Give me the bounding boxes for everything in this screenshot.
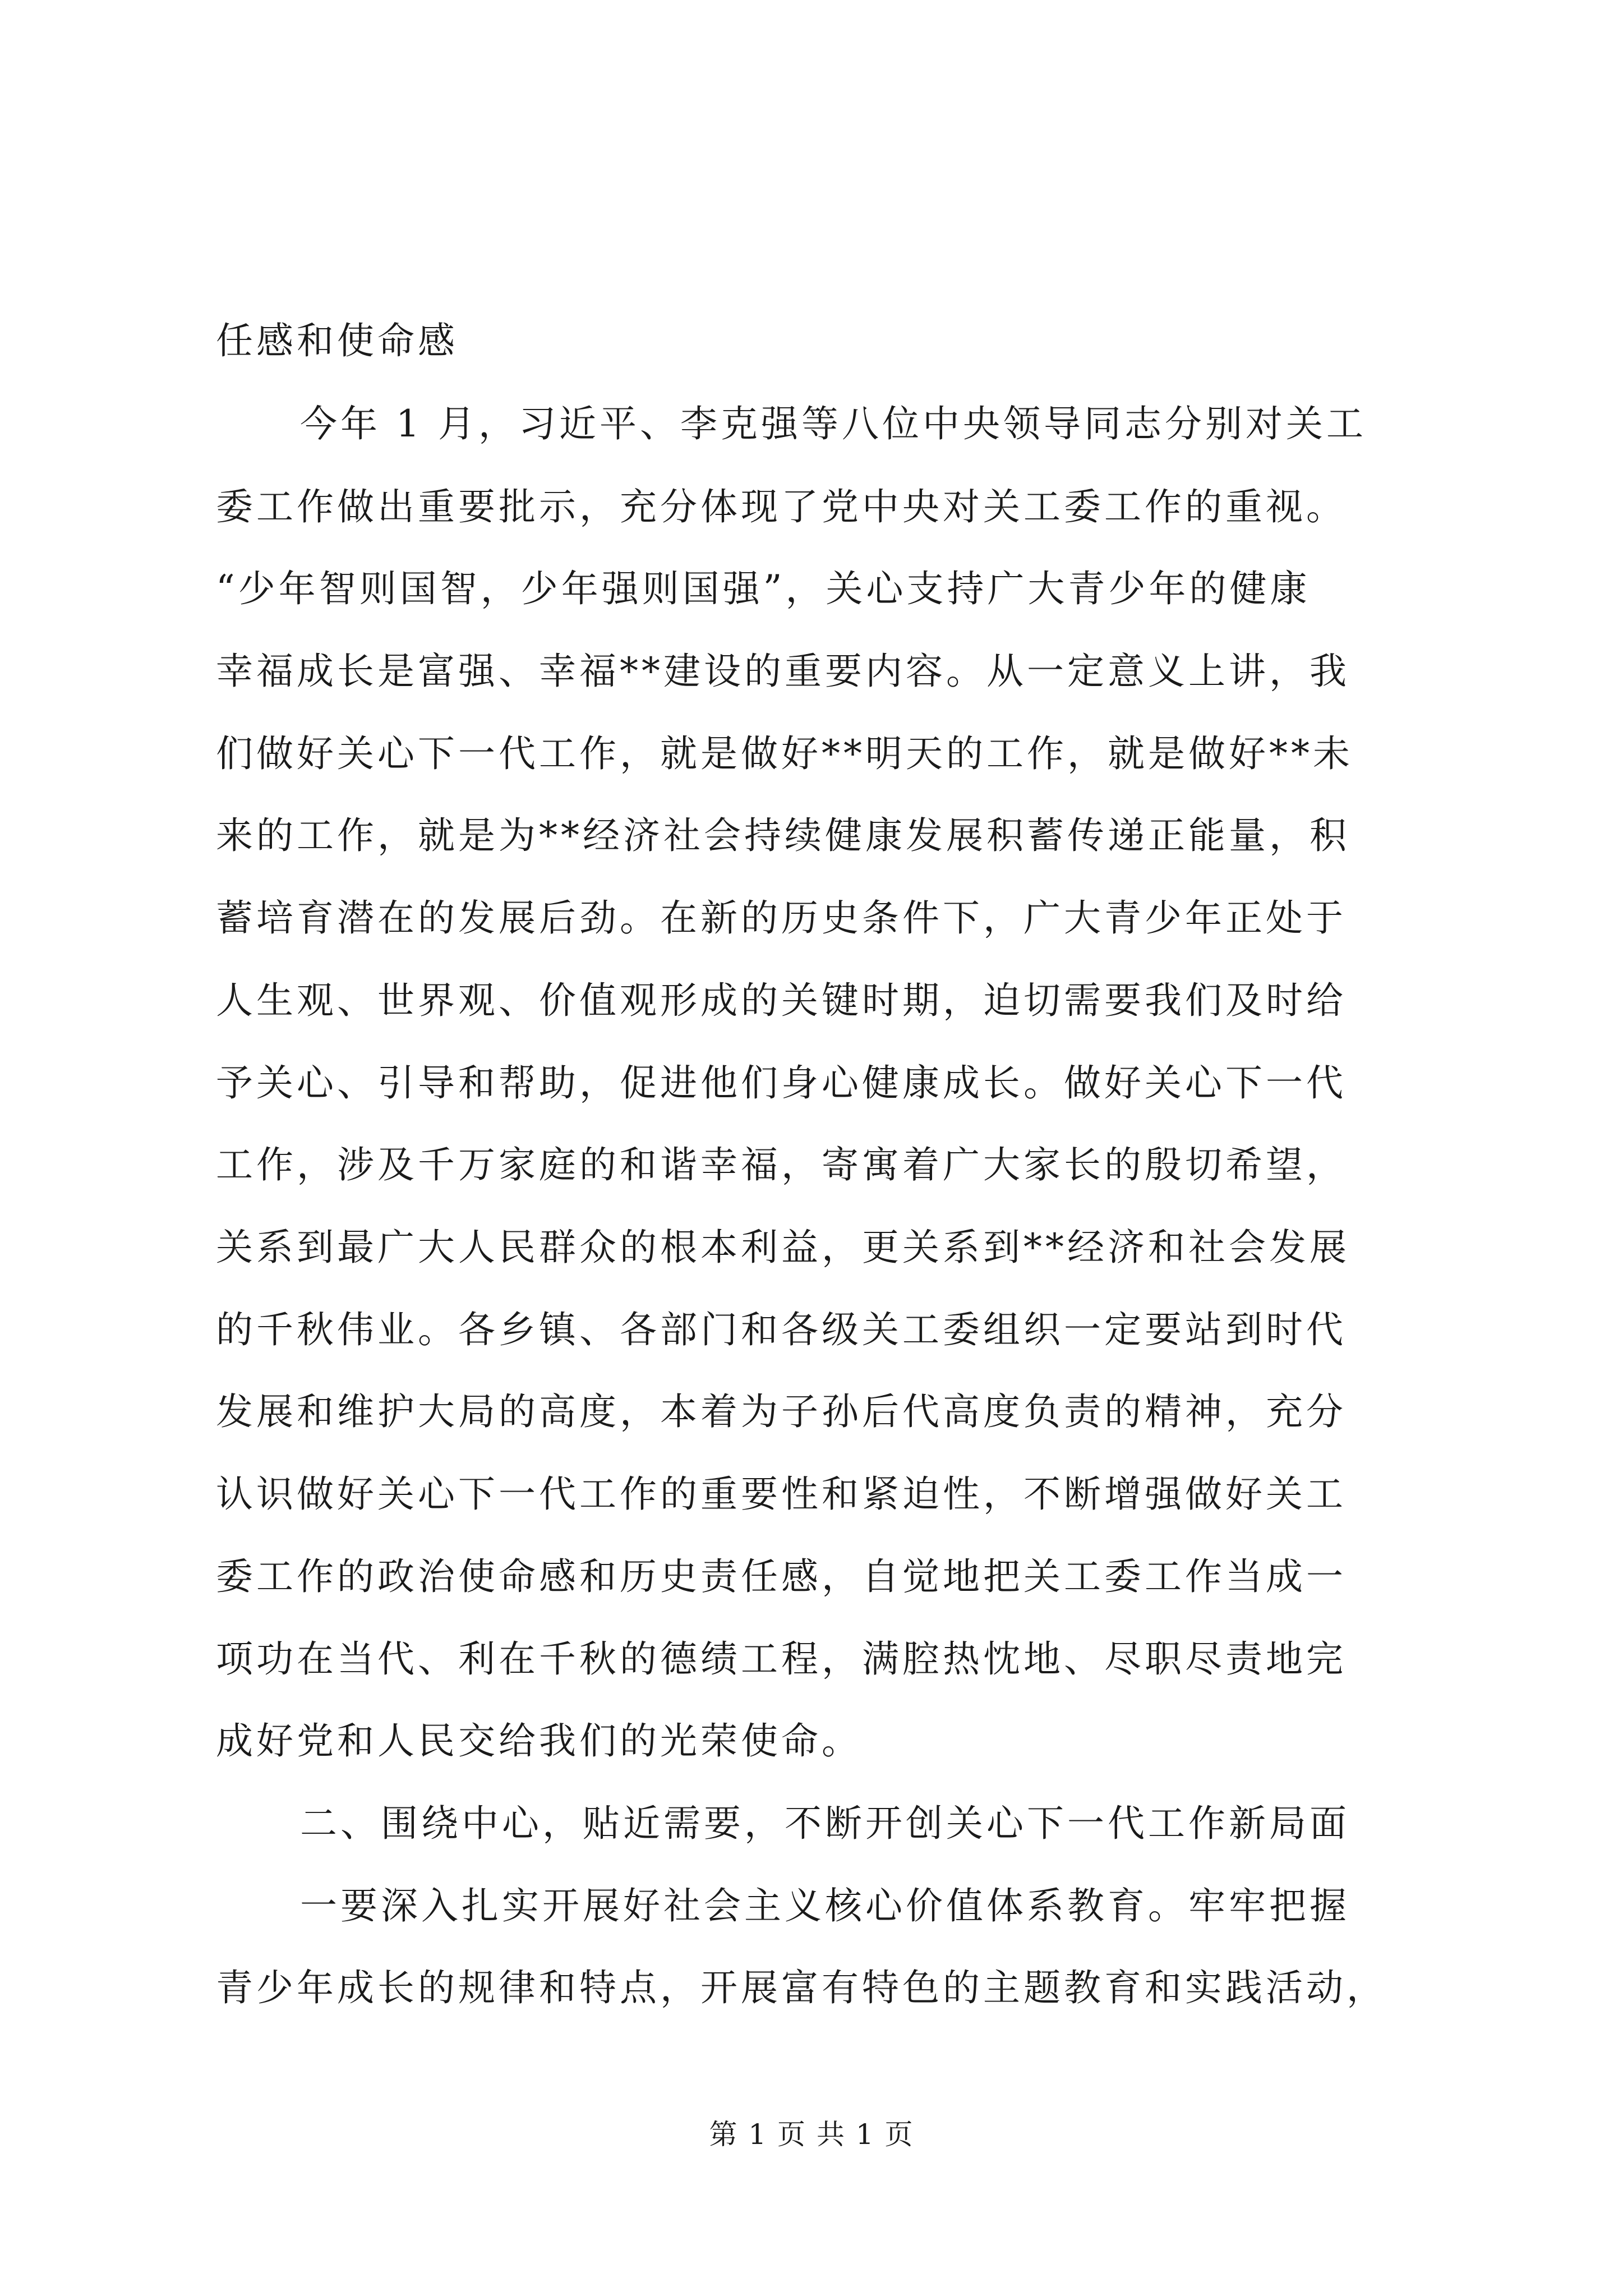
paragraph-first-line: 今年 1 月，习近平、李克强等八位中央领导同志分别对关工 [300, 402, 1367, 445]
text-line: 委工作的政治使命感和历史责任感，自觉地把关工委工作当成一 [216, 1555, 1347, 1598]
text-line: “少年智则国智，少年强则国强”，关心支持广大青少年的健康 [216, 567, 1311, 610]
text-line: 工作，涉及千万家庭的和谐幸福，寄寓着广大家长的殷切希望， [216, 1143, 1347, 1186]
paragraph-first-line: 一要深入扎实开展好社会主义核心价值体系教育。牢牢把握 [300, 1884, 1350, 1927]
text-line: 幸福成长是富强、幸福**建设的重要内容。从一定意义上讲，我 [216, 650, 1350, 693]
text-line: 们做好关心下一代工作，就是做好**明天的工作，就是做好**未 [216, 732, 1353, 775]
text-line: 项功在当代、利在千秋的德绩工程，满腔热忱地、尽职尽责地完 [216, 1637, 1347, 1681]
text-line: 委工作做出重要批示，充分体现了党中央对关工委工作的重视。 [216, 485, 1347, 528]
text-line: 任感和使命感 [216, 319, 458, 362]
text-line: 关系到最广大人民群众的根本利益，更关系到**经济和社会发展 [216, 1226, 1350, 1269]
text-line: 蓄培育潜在的发展后劲。在新的历史条件下，广大青少年正处于 [216, 896, 1347, 940]
text-line: 成好党和人民交给我们的光荣使命。 [216, 1719, 862, 1763]
section-heading: 二、围绕中心，贴近需要，不断开创关心下一代工作新局面 [300, 1802, 1350, 1845]
text-line: 青少年成长的规律和特点，开展富有特色的主题教育和实践活动， [216, 1966, 1387, 2009]
text-line: 认识做好关心下一代工作的重要性和紧迫性，不断增强做好关工 [216, 1473, 1347, 1516]
text-line: 人生观、世界观、价值观形成的关键时期，迫切需要我们及时给 [216, 979, 1347, 1022]
text-line: 的千秋伟业。各乡镇、各部门和各级关工委组织一定要站到时代 [216, 1308, 1347, 1351]
text-line: 予关心、引导和帮助，促进他们身心健康成长。做好关心下一代 [216, 1061, 1347, 1105]
page-number-footer: 第 1 页 共 1 页 [709, 2118, 914, 2151]
text-line: 发展和维护大局的高度，本着为子孙后代高度负责的精神，充分 [216, 1390, 1347, 1433]
text-line: 来的工作，就是为**经济社会持续健康发展积蓄传递正能量，积 [216, 814, 1350, 857]
